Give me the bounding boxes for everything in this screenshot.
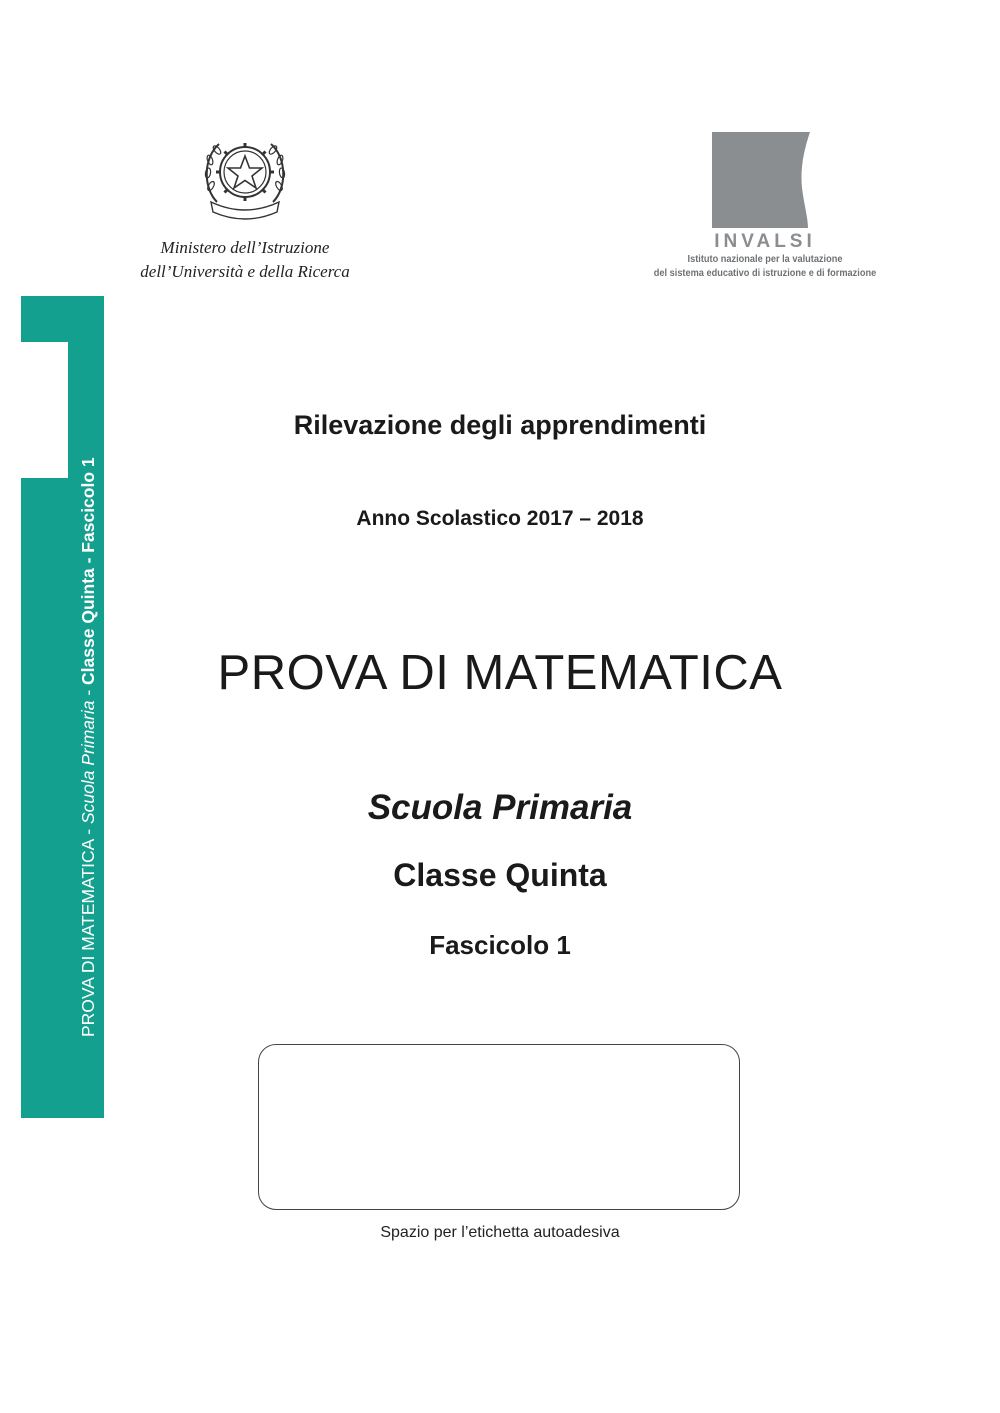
invalsi-flag-icon bbox=[708, 130, 812, 230]
class-name: Classe Quinta bbox=[393, 857, 607, 893]
ministry-name bbox=[110, 236, 380, 284]
side-band-text-part3: - bbox=[78, 684, 98, 701]
ministry-header bbox=[110, 128, 380, 284]
school-type: Scuola Primaria bbox=[367, 788, 633, 827]
invalsi-name: INVALSI bbox=[714, 231, 816, 252]
booklet-number: Fascicolo 1 bbox=[429, 930, 571, 960]
survey-title: Rilevazione degli apprendimenti bbox=[293, 410, 707, 440]
sticker-label-box bbox=[258, 1044, 740, 1210]
side-band-text-part2: Scuola Primaria bbox=[78, 700, 98, 825]
side-band-text-part4: Classe Quinta - Fascicolo 1 bbox=[78, 457, 98, 685]
test-title: PROVA DI MATEMATICA bbox=[217, 646, 783, 700]
invalsi-header bbox=[640, 130, 890, 281]
ministry-name-line1: Ministero dell’Istruzione bbox=[160, 238, 330, 257]
ministry-name-line2: dell’Università e della Ricerca bbox=[140, 262, 350, 281]
school-year: Anno Scolastico 2017 – 2018 bbox=[356, 507, 644, 530]
side-band-text-part1: PROVA DI MATEMATICA - bbox=[78, 824, 98, 1037]
invalsi-subtitle-line1: Istituto nazionale per la valutazione bbox=[687, 254, 843, 265]
invalsi-subtitle-line2: del sistema educativo di istruzione e di formazione bbox=[653, 268, 877, 279]
repubblica-italiana-emblem-icon bbox=[197, 128, 293, 224]
sticker-label-caption: Spazio per l’etichetta autoadesiva bbox=[380, 1224, 620, 1241]
